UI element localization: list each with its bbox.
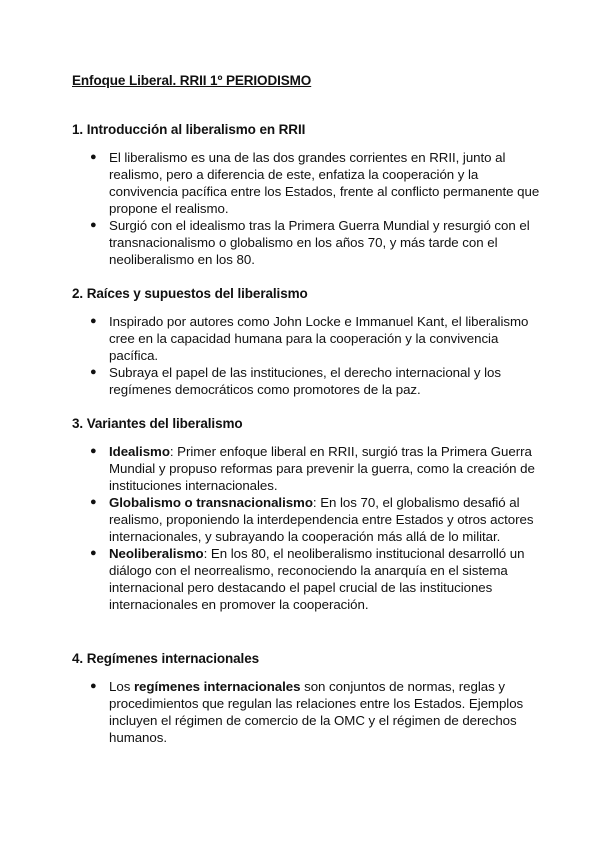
bullet-icon: ● bbox=[90, 315, 97, 327]
list-item-text: Inspirado por autores como John Locke e Immanuel Kant, el liberalismo cree en la capacidad humana para la cooperación y la convivencia pacífica. bbox=[109, 314, 529, 363]
section-introduccion bbox=[72, 122, 542, 268]
bullet-icon: ● bbox=[90, 496, 97, 508]
section-regimenes bbox=[72, 651, 542, 746]
section-heading: 4. Regímenes internacionales bbox=[72, 651, 260, 666]
list-item-term: Neoliberalismo bbox=[109, 546, 204, 561]
list-item-text: : Primer enfoque liberal en RRII, surgió tras la Primera Guerra Mundial y propuso reformas para prevenir la guerra, como la creación de instituciones internacionales. bbox=[109, 444, 535, 493]
list-item bbox=[72, 678, 542, 746]
bullet-icon: ● bbox=[90, 547, 97, 559]
list-item-text: Subraya el papel de las instituciones, el derecho internacional y los regímenes democráticos como promotores de la paz. bbox=[109, 365, 502, 397]
section-variantes bbox=[72, 416, 542, 613]
list-item-prefix: Los bbox=[109, 679, 134, 694]
list-item bbox=[72, 217, 542, 268]
list-item bbox=[72, 545, 542, 613]
bullet-icon: ● bbox=[90, 680, 97, 692]
list-item-text: Surgió con el idealismo tras la Primera Guerra Mundial y resurgió con el transnacionalismo o globalismo en los años 70, y más tarde con el neoliberalismo en los 80. bbox=[109, 218, 530, 267]
list-item-term: Globalismo o transnacionalismo bbox=[109, 495, 313, 510]
bullet-icon: ● bbox=[90, 219, 97, 231]
bullet-icon: ● bbox=[90, 151, 97, 163]
list-item bbox=[72, 313, 542, 364]
list-item bbox=[72, 364, 542, 398]
document-title: Enfoque Liberal. RRII 1º PERIODISMO bbox=[72, 73, 312, 88]
section-heading: 3. Variantes del liberalismo bbox=[72, 416, 243, 431]
list-item-text: son conjuntos de normas, reglas y procedimientos que regulan las relaciones entre los Estados. Ejemplos incluyen el régimen de comercio de la OMC y el régimen de derechos humanos. bbox=[109, 679, 524, 745]
list-item bbox=[72, 443, 542, 494]
list-item-term: Idealismo bbox=[109, 444, 170, 459]
bullet-list bbox=[72, 149, 542, 268]
list-item-text: : En los 70, el globalismo desafió al realismo, proponiendo la interdependencia entre Estados y otros actores internacionales, y subrayando la cooperación más allá de lo militar. bbox=[109, 495, 534, 544]
bullet-list bbox=[72, 443, 542, 613]
list-item-text: El liberalismo es una de las dos grandes corrientes en RRII, junto al realismo, pero a diferencia de este, enfatiza la cooperación y la convivencia pacífica entre los Estados, frente al conflicto permanente que propone el realismo. bbox=[109, 150, 540, 216]
bullet-icon: ● bbox=[90, 366, 97, 378]
bullet-list bbox=[72, 678, 542, 746]
list-item bbox=[72, 494, 542, 545]
list-item bbox=[72, 149, 542, 217]
bullet-list bbox=[72, 313, 542, 398]
section-raices bbox=[72, 286, 542, 398]
section-heading: 1. Introducción al liberalismo en RRII bbox=[72, 122, 306, 137]
list-item-text: : En los 80, el neoliberalismo institucional desarrolló un diálogo con el neorrealismo, reconociendo la anarquía en el sistema internacional pero destacando el papel crucial de las instituciones internacionales en promover la cooperación. bbox=[109, 546, 525, 612]
list-item-term: regímenes internacionales bbox=[133, 679, 301, 694]
section-heading: 2. Raíces y supuestos del liberalismo bbox=[72, 286, 308, 301]
bullet-icon: ● bbox=[90, 445, 97, 457]
